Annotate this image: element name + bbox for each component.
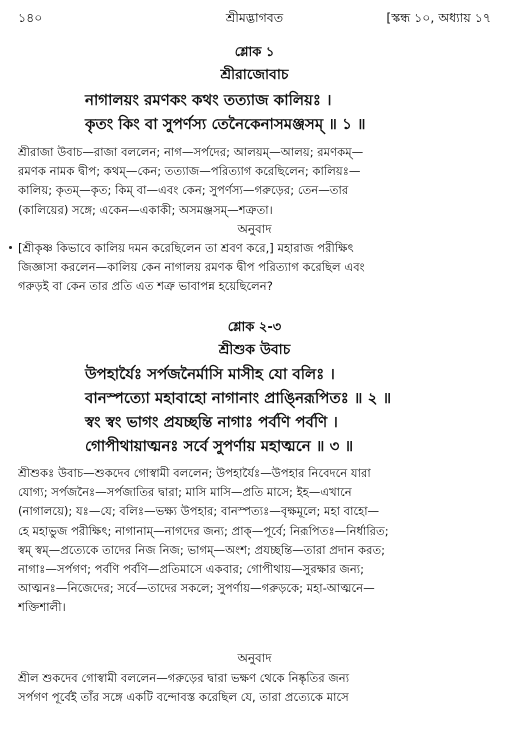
page-header xyxy=(18,10,491,32)
verse-heading-1: শ্লোক ১ xyxy=(234,45,275,60)
verse-line: স্বং স্বং ভাগং প্রযচ্ছন্তি নাগাঃ পর্বণি পর্বণি । xyxy=(85,413,338,431)
translation-heading-1: অনুবাদ xyxy=(237,222,272,236)
verse-heading-2: শ্লোক ২-৩ xyxy=(227,320,282,335)
stray-mark xyxy=(9,246,12,249)
translation-line: জিজ্ঞাসা করলেন—কালিয় কেন নাগালয় রমণক দ্বীপ পরিত্যাগ করেছিল এবং xyxy=(18,260,365,275)
verse-line: কৃতং কিং বা সুপর্ণস্য তেনৈকেনাসমঞ্জসম্ ॥ ১ ॥ xyxy=(85,115,366,133)
page-number: ১৪০ xyxy=(18,10,43,25)
synonyms-line: যোগ্য; সর্পজনৈঃ—সর্পজাতির দ্বারা; মাসি মাসি—প্রতি মাসে; ইহ—এখানে xyxy=(18,485,352,500)
synonyms-line: হে মহাভুজ পরীক্ষিৎ; নাগানাম্—নাগদের জন্য; প্রাক্—পূর্বে; নিরূপিতঃ—নির্ধারিত; xyxy=(18,523,389,538)
translation-heading-2: অনুবাদ xyxy=(237,651,272,665)
synonyms-line: শক্তিশালী। xyxy=(18,600,66,615)
translation-line: সর্পগণ পূর্বেই তাঁর সঙ্গে একটি বন্দোবস্ত করেছিল যে, তারা প্রত্যেকে মাসে xyxy=(18,690,349,705)
translation-1 xyxy=(18,239,495,297)
synonyms-line: শ্রীশুকঃ উবাচ—শুকদেব গোস্বামী বললেন; উপহার্যৈঃ—উপহার নিবেদনে যারা xyxy=(18,466,371,480)
synonyms-line: শ্রীরাজা উবাচ—রাজা বললেন; নাগ—সর্পদের; আলয়ম্—আলয়; রমণকম্— xyxy=(18,145,364,159)
book-title: শ্রীমদ্ভাগবত xyxy=(225,10,284,25)
synonyms-1 xyxy=(18,143,495,220)
verse-line: গোপীথায়াত্মনঃ সর্বে সুপর্ণায় মহাত্মনে ॥ ৩ ॥ xyxy=(85,437,354,455)
verse-line: নাগালয়ং রমণকং কথং তত্যাজ কালিয়ঃ । xyxy=(85,91,332,109)
synonyms-line: (কালিয়ের) সঙ্গে; একেন—একাকী; অসমঞ্জসম্—শত্রুতা। xyxy=(18,202,273,217)
synonyms-2 xyxy=(18,464,495,618)
synonyms-line: আত্মনঃ—নিজেদের; সর্বে—তাদের সকলে; সুপর্ণায়—গরুড়কে; মহা-আত্মনে— xyxy=(18,581,375,596)
synonyms-line: নাগাঃ—সর্পগণ; পর্বণি পর্বণি—প্রতিমাসে একবার; গোপীথায়—সুরক্ষার জন্য; xyxy=(18,562,365,577)
verse-line: উপহার্যৈঃ সর্পজনৈর্মাসি মাসীহ যো বলিঃ । xyxy=(85,365,335,383)
speaker-1: শ্রীরাজোবাচ xyxy=(220,67,289,83)
translation-2 xyxy=(18,669,495,707)
translation-line: গরুড়ই বা কেন তার প্রতি এত শত্রু ভাবাপন্ন হয়েছিলেন? xyxy=(18,279,273,294)
chapter-reference: [স্কন্ধ ১০, অধ্যায় ১৭ xyxy=(386,10,491,25)
synonyms-line: (নাগালয়ে); যঃ—যে; বলিঃ—ভক্ষ্য উপহার; বানস্পত্যঃ—বৃক্ষমূলে; মহা বাহো— xyxy=(18,504,380,519)
synonyms-line: রমণক নামক দ্বীপ; কথম্—কেন; তত্যাজ—পরিত্যাগ করেছিলেন; কালিয়ঃ— xyxy=(18,164,361,179)
speaker-2: শ্রীশুক উবাচ xyxy=(218,342,291,358)
synonyms-line: কালিয়; কৃতম্—কৃত; কিম্ বা—এবং কেন; সুপর্ণস্য—গরুড়ের; তেন—তার xyxy=(18,183,349,198)
translation-line: শ্রীল শুকদেব গোস্বামী বললেন—গরুড়ের দ্বারা ভক্ষণ থেকে নিষ্কৃতির জন্য xyxy=(18,671,350,685)
translation-line: [শ্রীকৃষ্ণ কিভাবে কালিয় দমন করেছিলেন তা শ্রবণ করে,] মহারাজ পরীক্ষিৎ xyxy=(18,241,354,255)
synonyms-line: স্বম্ স্বম্—প্রত্যেকে তাদের নিজ নিজ; ভাগম্—অংশ; প্রযচ্ছন্তি—তারা প্রদান করত; xyxy=(18,542,386,557)
verse-line: বানস্পত্যো মহাবাহো নাগানাং প্রাঙ্নিরূপিতঃ ॥ ২ ॥ xyxy=(85,389,392,407)
